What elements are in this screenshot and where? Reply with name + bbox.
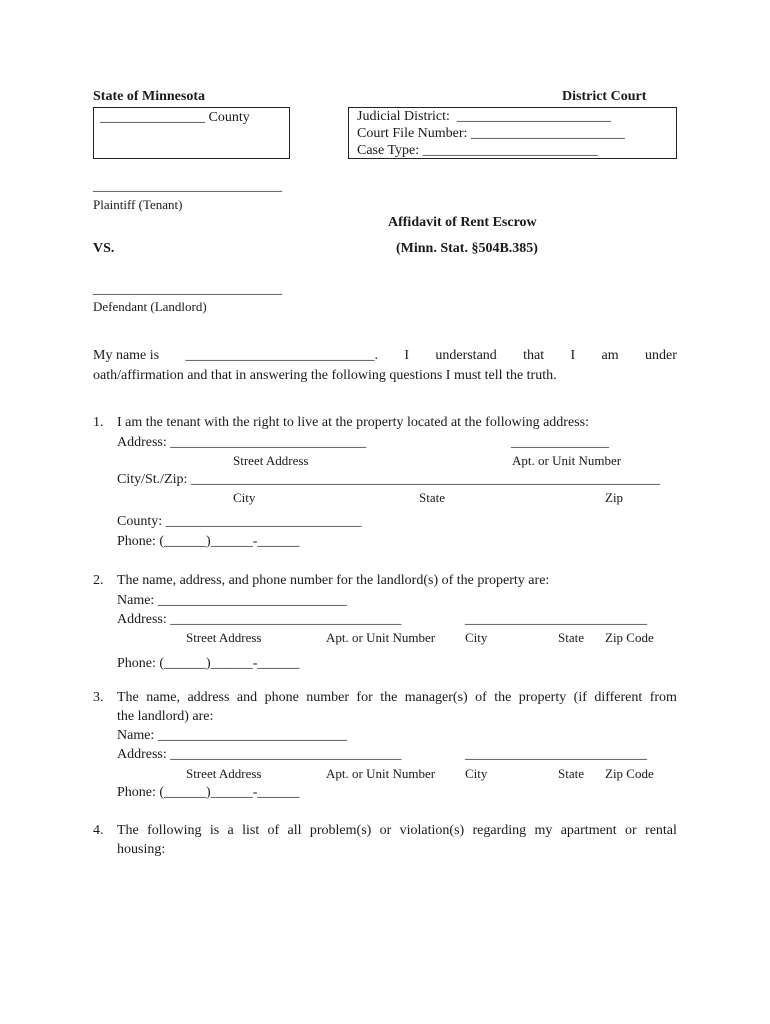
case-type-field[interactable]: Case Type: _________________________: [357, 143, 598, 158]
q3-word: of: [475, 690, 487, 705]
q4-word: apartment: [560, 823, 617, 838]
q3-state-label: State: [558, 766, 584, 781]
q1-zip-label: Zip: [605, 490, 624, 505]
q1-county-field[interactable]: County: ____________________________: [117, 514, 362, 529]
court-info-box: [348, 107, 677, 159]
q2-state-label: State: [558, 630, 584, 645]
intro-line-1: [93, 348, 677, 364]
intro-word: under: [645, 348, 677, 363]
q2-text: The name, address, and phone number for the landlord(s) of the property are:: [117, 573, 550, 588]
county-box: [93, 107, 290, 159]
q4-word: violation(s): [399, 823, 465, 838]
your-name-field[interactable]: ___________________________.: [185, 348, 378, 363]
q4-word: regarding: [472, 823, 527, 838]
q4-word: all: [287, 823, 302, 838]
q3-word: address: [187, 690, 230, 705]
q2-unit-label: Apt. or Unit Number: [326, 630, 436, 645]
q3-word: different: [594, 690, 643, 705]
q3-word: from: [649, 690, 677, 705]
q2-street-label: Street Address: [186, 630, 262, 645]
q3-phone-field[interactable]: Phone: (______)______-______: [117, 785, 300, 800]
q4-word: is: [209, 823, 220, 838]
q3-name-field[interactable]: Name: ___________________________: [117, 728, 347, 743]
intro-word: I: [404, 348, 409, 363]
q3-text-line-1: [117, 690, 677, 706]
q1-unit-field[interactable]: ______________: [511, 435, 609, 450]
q4-word: or: [625, 823, 637, 838]
q3-word: for: [356, 690, 373, 705]
plaintiff-name-field[interactable]: ___________________________: [93, 179, 282, 194]
intro-word: am: [601, 348, 619, 363]
q1-number: 1.: [93, 415, 104, 430]
q1-text: I am the tenant with the right to live at the property located at the following address:: [117, 415, 589, 430]
intro-word: understand: [435, 348, 497, 363]
q2-number: 2.: [93, 573, 104, 588]
q3-text-line-2: the landlord) are:: [117, 709, 214, 724]
q2-name-field[interactable]: Name: ___________________________: [117, 593, 347, 608]
q4-word: The: [117, 823, 139, 838]
q3-word: manager(s): [404, 690, 468, 705]
q2-city-state-zip-field[interactable]: __________________________: [465, 612, 647, 627]
q4-word: a: [227, 823, 234, 838]
q4-word: rental: [645, 823, 677, 838]
judicial-district-field[interactable]: Judicial District: ______________________: [357, 109, 611, 124]
q3-number: 3.: [93, 690, 104, 705]
q3-word: name,: [146, 690, 181, 705]
q4-word: following: [147, 823, 202, 838]
defendant-name-field[interactable]: ___________________________: [93, 282, 282, 297]
q3-word: number: [306, 690, 349, 705]
q1-street-label: Street Address: [233, 453, 309, 468]
q3-address-field[interactable]: Address: _________________________________: [117, 747, 402, 762]
q3-city-state-zip-field[interactable]: __________________________: [465, 747, 647, 762]
q1-address-field[interactable]: Address: ____________________________: [117, 435, 367, 450]
q3-word: (if: [573, 690, 587, 705]
q1-phone-field[interactable]: Phone: (______)______-______: [117, 534, 300, 549]
q3-word: the: [380, 690, 398, 705]
q3-word: The: [117, 690, 139, 705]
intro-word: My name is: [93, 348, 160, 363]
defendant-label: Defendant (Landlord): [93, 299, 207, 314]
state-heading: State of Minnesota: [93, 89, 205, 104]
versus-label: VS.: [93, 241, 115, 256]
q3-unit-label: Apt. or Unit Number: [326, 766, 436, 781]
q3-city-label: City: [465, 766, 488, 781]
q4-word: or: [379, 823, 392, 838]
q3-zip-label: Zip Code: [605, 766, 654, 781]
county-field[interactable]: _______________ County: [100, 110, 250, 125]
q4-text-line-1: [117, 823, 677, 839]
q3-word: phone: [264, 690, 299, 705]
q1-city-state-zip-field[interactable]: City/St./Zip: ___________________________________________________________________: [117, 472, 660, 487]
q2-city-label: City: [465, 630, 488, 645]
q4-word: list: [242, 823, 260, 838]
q3-word: and: [236, 690, 258, 705]
q1-state-label: State: [419, 490, 445, 505]
intro-line-2: oath/affirmation and that in answering the following questions I must tell the truth.: [93, 368, 557, 383]
q2-phone-field[interactable]: Phone: (______)______-______: [117, 656, 300, 671]
q1-unit-label: Apt. or Unit Number: [512, 453, 622, 468]
plaintiff-label: Plaintiff (Tenant): [93, 197, 183, 212]
q4-word: my: [534, 823, 553, 838]
court-file-number-field[interactable]: Court File Number: ______________________: [357, 126, 625, 141]
intro-word: I: [570, 348, 576, 363]
q3-street-label: Street Address: [186, 766, 262, 781]
intro-word: that: [523, 348, 545, 363]
statute-reference: (Minn. Stat. §504B.385): [396, 241, 538, 256]
q2-zip-label: Zip Code: [605, 630, 654, 645]
q4-word: of: [267, 823, 280, 838]
q3-word: property: [518, 690, 567, 705]
q4-text-line-2: housing:: [117, 842, 166, 857]
q2-address-field[interactable]: Address: _________________________________: [117, 612, 402, 627]
q1-city-label: City: [233, 490, 256, 505]
document-title: Affidavit of Rent Escrow: [388, 215, 537, 230]
court-heading: District Court: [562, 89, 647, 104]
q4-number: 4.: [93, 823, 104, 838]
q3-word: the: [494, 690, 512, 705]
q4-word: problem(s): [309, 823, 372, 838]
